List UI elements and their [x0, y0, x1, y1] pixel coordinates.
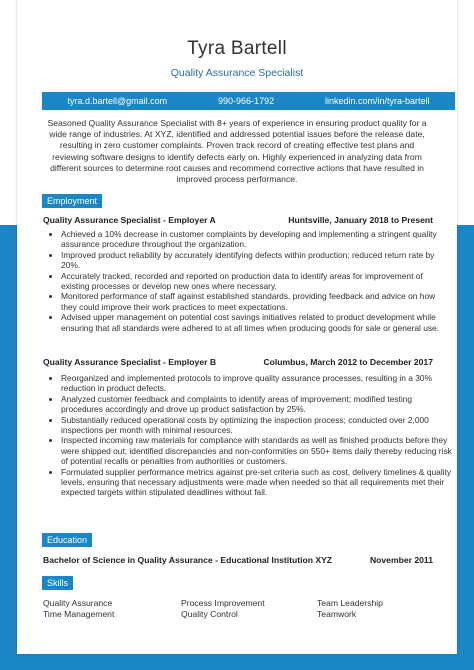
resume-page — [17, 0, 457, 654]
list-item: • Substantially reduced operational costs by optimizing the inspection process; conducted over 2,000 inspections per month with minimal resources. — [61, 415, 453, 436]
skill-item: Team Leadership — [317, 598, 383, 608]
skill-item: Quality Assurance — [43, 598, 113, 608]
contact-bar — [42, 92, 455, 110]
list-item: • Formulated supplier performance metrics against pre-set criteria such as cost, delivery timelines & quality levels, ensuring that necessary adjustments were made when needed so that all requirements met their expected targets within stipulated deadlines without fail. — [61, 467, 453, 498]
employment-section-label: Employment — [42, 194, 102, 208]
skills-grid — [43, 598, 433, 619]
skills-section-label: Skills — [42, 576, 73, 590]
job-bullets-a — [43, 229, 453, 333]
job-bullets-b — [43, 373, 453, 498]
phone-text: 990-966-1792 — [218, 96, 275, 106]
candidate-name: Tyra Bartell — [187, 38, 287, 59]
summary-text: Seasoned Quality Assurance Specialist with 8+ years of experience in ensuring product quality for a wide range of industries. At XYZ, identified and addressed potential issues before the release date, resulting in zero customer complaints. Proven track record of creating effective test plans and reviewing software designs to identify defects early on. Highly experienced in analyzing data from different sources to determine root causes and recommend corrective actions that have resulted in improved process performance. — [47, 118, 427, 185]
job-role: Quality Assurance Specialist - Employer B — [43, 357, 217, 367]
list-item: • Advised upper management on potential cost savings initiatives related to product development while ensuring that all standards were adhered to at all times when producing goods for sale or general use. — [61, 312, 453, 333]
list-item: • Improved product reliability by accurately identifying defects within production; reduced return rate by 20%. — [61, 250, 453, 271]
candidate-title: Quality Assurance Specialist — [170, 67, 304, 79]
skill-item: Teamwork — [317, 608, 357, 619]
email-link[interactable]: tyra.d.bartell@gmail.com — [67, 96, 168, 106]
skill-item: Process Improvement — [181, 598, 265, 608]
list-item: • Accurately tracked, recorded and reported on production data to identify areas for improvement of existing processes or develop new ones where necessary. — [61, 271, 453, 292]
skill-item: Quality Control — [181, 608, 238, 619]
education-row — [43, 555, 433, 565]
job-role: Quality Assurance Specialist - Employer A — [43, 215, 216, 225]
list-item: • Achieved a 10% decrease in customer complaints by developing and implementing a stringent quality assurance procedure throughout the organization. — [61, 229, 453, 250]
job-header-b — [43, 357, 433, 367]
skill-item: Time Management — [43, 608, 115, 619]
education-date: November 2011 — [369, 555, 433, 565]
education-section-label: Education — [42, 533, 92, 547]
job-header-a — [43, 215, 433, 225]
job-location-date: Huntsville, January 2018 to Present — [288, 215, 433, 225]
job-location-date: Columbus, March 2012 to December 2017 — [263, 357, 433, 367]
degree-text: Bachelor of Science in Quality Assurance - Educational Institution XYZ — [43, 555, 333, 565]
list-item: • Inspected incoming raw materials for compliance with standards as well as finished products before they were shipped out; identified discrepancies and non-conformities on 550+ items daily thereby reducing risk of potential recalls or penalties from authorities or customers. — [61, 435, 453, 466]
list-item: • Reorganized and implemented protocols to improve quality assurance processes, resulting in a 30% reduction in product defects. — [61, 373, 453, 394]
list-item: • Analyzed customer feedback and complaints to identify areas of improvement; modified testing procedures accordingly and drove up product satisfaction by 25%. — [61, 394, 453, 415]
linkedin-link[interactable]: linkedin.com/in/tyra-bartell — [325, 96, 430, 106]
list-item: • Monitored performance of staff against established standards, providing feedback and advice on how they could improve their work practices to meet expectations. — [61, 291, 453, 312]
